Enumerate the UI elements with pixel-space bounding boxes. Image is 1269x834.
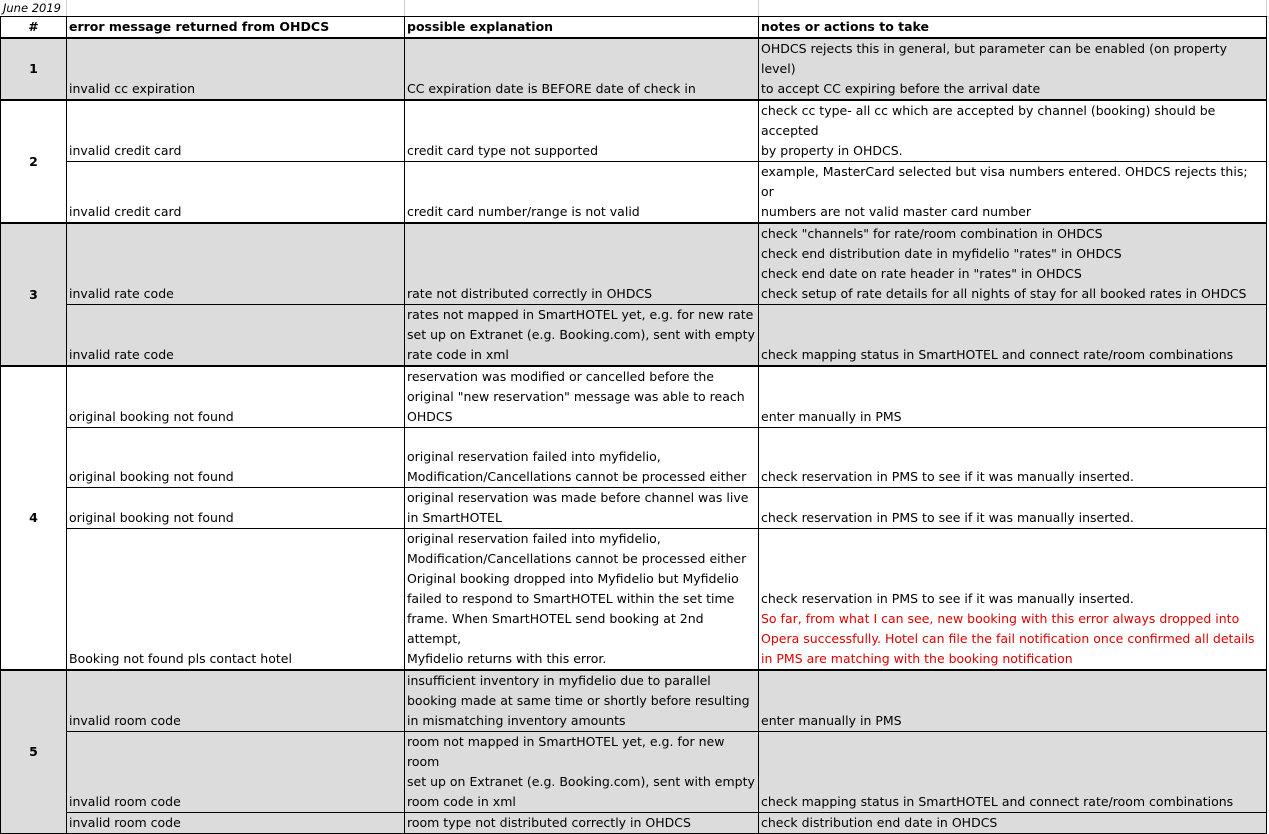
notes-line: check mapping status in SmartHOTEL and connect rate/room combinations	[761, 347, 1234, 362]
explanation-line: rate code in xml	[407, 347, 509, 362]
notes-cell[interactable]	[759, 813, 1267, 834]
group-number-cell[interactable]: 2	[1, 100, 67, 223]
explanation-line: insufficient inventory in myfidelio due to parallel	[407, 673, 711, 688]
table-row	[1, 223, 1267, 305]
notes-cell[interactable]	[759, 305, 1267, 367]
explanation-cell[interactable]	[405, 488, 759, 529]
explanation-line: original reservation was made before channel was live	[407, 490, 749, 505]
explanation-line: OHDCS	[407, 409, 453, 424]
explanation-cell[interactable]	[405, 529, 759, 671]
notes-cell[interactable]	[759, 428, 1267, 488]
notes-line: to accept CC expiring before the arrival date	[761, 81, 1041, 96]
notes-line: check "channels" for rate/room combination in OHDCS	[761, 226, 1103, 241]
header-notes[interactable]: notes or actions to take	[759, 17, 1267, 39]
explanation-line: failed to respond to SmartHOTEL within the set time	[407, 591, 735, 606]
notes-red-line: So far, from what I can see, new booking with this error always dropped into	[761, 611, 1240, 626]
explanation-line: room not mapped in SmartHOTEL yet, e.g. for new room	[407, 734, 725, 769]
explanation-line: in SmartHOTEL	[407, 510, 502, 525]
explanation-line: original reservation failed into myfidelio,	[407, 449, 661, 464]
explanation-line: rate not distributed correctly in OHDCS	[407, 286, 653, 301]
explanation-cell[interactable]	[405, 100, 759, 162]
group-number-cell[interactable]: 4	[1, 366, 67, 670]
error-message-cell[interactable]: invalid room code	[67, 732, 405, 813]
explanation-cell[interactable]	[405, 162, 759, 224]
table-row	[1, 162, 1267, 224]
explanation-line: credit card number/range is not valid	[407, 204, 640, 219]
explanation-line: Original booking dropped into Myfidelio but Myfidelio	[407, 571, 739, 586]
notes-red-line: Opera successfully. Hotel can file the fail notification once confirmed all details	[761, 631, 1255, 646]
explanation-line: room code in xml	[407, 794, 516, 809]
explanation-line: credit card type not supported	[407, 143, 599, 158]
explanation-line: Modification/Cancellations cannot be processed either	[407, 469, 747, 484]
explanation-line: rates not mapped in SmartHOTEL yet, e.g. for new rate	[407, 307, 754, 322]
explanation-line: room type not distributed correctly in OHDCS	[407, 815, 691, 830]
notes-line: example, MasterCard selected but visa numbers entered. OHDCS rejects this; or	[761, 164, 1248, 199]
explanation-cell[interactable]	[405, 223, 759, 305]
notes-cell[interactable]	[759, 223, 1267, 305]
notes-cell[interactable]	[759, 488, 1267, 529]
explanation-cell[interactable]	[405, 670, 759, 732]
notes-line: check reservation in PMS to see if it was manually inserted.	[761, 591, 1134, 606]
error-message-cell[interactable]: invalid rate code	[67, 223, 405, 305]
gridline	[404, 0, 405, 16]
notes-line: OHDCS rejects this in general, but parameter can be enabled (on property level)	[761, 41, 1228, 76]
gridline	[66, 0, 67, 16]
error-table	[0, 16, 1267, 834]
error-message-cell[interactable]: invalid credit card	[67, 100, 405, 162]
error-message-cell[interactable]: invalid cc expiration	[67, 38, 405, 100]
notes-cell[interactable]	[759, 670, 1267, 732]
table-row	[1, 38, 1267, 100]
table-row	[1, 366, 1267, 428]
header-explanation[interactable]: possible explanation	[405, 17, 759, 39]
explanation-line: original "new reservation" message was able to reach	[407, 389, 745, 404]
explanation-line: reservation was modified or cancelled before the	[407, 369, 714, 384]
notes-line: by property in OHDCS.	[761, 143, 903, 158]
table-row	[1, 100, 1267, 162]
header-error[interactable]: error message returned from OHDCS	[67, 17, 405, 39]
table-row	[1, 488, 1267, 529]
notes-line: check reservation in PMS to see if it was manually inserted.	[761, 469, 1134, 484]
notes-line: check cc type- all cc which are accepted by channel (booking) should be accepted	[761, 103, 1216, 138]
explanation-line: frame. When SmartHOTEL send booking at 2nd attempt,	[407, 611, 704, 646]
table-row	[1, 428, 1267, 488]
table-row	[1, 813, 1267, 834]
explanation-cell[interactable]	[405, 366, 759, 428]
notes-red-line: in PMS are matching with the booking notification	[761, 651, 1073, 666]
explanation-cell[interactable]	[405, 305, 759, 367]
explanation-cell[interactable]	[405, 428, 759, 488]
notes-cell[interactable]	[759, 529, 1267, 671]
notes-cell[interactable]	[759, 162, 1267, 224]
notes-line: check reservation in PMS to see if it was manually inserted.	[761, 510, 1134, 525]
explanation-line: Modification/Cancellations cannot be processed either	[407, 551, 747, 566]
notes-line: enter manually in PMS	[761, 409, 902, 424]
table-row	[1, 670, 1267, 732]
notes-line: check distribution end date in OHDCS	[761, 815, 998, 830]
explanation-line: set up on Extranet (e.g. Booking.com), sent with empty	[407, 327, 755, 342]
error-message-cell[interactable]: original booking not found	[67, 428, 405, 488]
date-label[interactable]: June 2019	[3, 1, 61, 15]
group-number-cell[interactable]: 3	[1, 223, 67, 366]
explanation-line: in mismatching inventory amounts	[407, 713, 626, 728]
header-num[interactable]: #	[1, 17, 67, 39]
notes-line: check setup of rate details for all nights of stay for all booked rates in OHDCS	[761, 286, 1247, 301]
explanation-cell[interactable]	[405, 813, 759, 834]
error-message-cell[interactable]: invalid credit card	[67, 162, 405, 224]
notes-line: check end date on rate header in "rates" in OHDCS	[761, 266, 1082, 281]
notes-line: numbers are not valid master card number	[761, 204, 1032, 219]
explanation-line: Myfidelio returns with this error.	[407, 651, 607, 666]
error-message-cell[interactable]: invalid room code	[67, 670, 405, 732]
notes-cell[interactable]	[759, 366, 1267, 428]
explanation-cell[interactable]	[405, 38, 759, 100]
table-row	[1, 305, 1267, 367]
notes-cell[interactable]	[759, 38, 1267, 100]
error-message-cell[interactable]: original booking not found	[67, 366, 405, 428]
notes-line: check end distribution date in myfidelio "rates" in OHDCS	[761, 246, 1122, 261]
explanation-line: booking made at same time or shortly before resulting	[407, 693, 750, 708]
gridline	[1266, 0, 1267, 16]
notes-cell[interactable]	[759, 100, 1267, 162]
group-number-cell[interactable]: 1	[1, 38, 67, 100]
explanation-line: CC expiration date is BEFORE date of check in	[407, 81, 696, 96]
notes-line: enter manually in PMS	[761, 713, 902, 728]
error-message-cell[interactable]: original booking not found	[67, 488, 405, 529]
group-number-cell[interactable]: 5	[1, 670, 67, 834]
header-row	[1, 17, 1267, 39]
error-message-cell[interactable]: invalid rate code	[67, 305, 405, 367]
explanation-line: set up on Extranet (e.g. Booking.com), sent with empty	[407, 774, 755, 789]
gridline	[758, 0, 759, 16]
error-message-cell[interactable]: invalid room code	[67, 813, 405, 834]
explanation-line: original reservation failed into myfidelio,	[407, 531, 661, 546]
table-row	[1, 529, 1267, 671]
date-row	[0, 0, 1269, 17]
notes-line: check mapping status in SmartHOTEL and connect rate/room combinations	[761, 794, 1234, 809]
error-message-cell[interactable]: Booking not found pls contact hotel	[67, 529, 405, 671]
